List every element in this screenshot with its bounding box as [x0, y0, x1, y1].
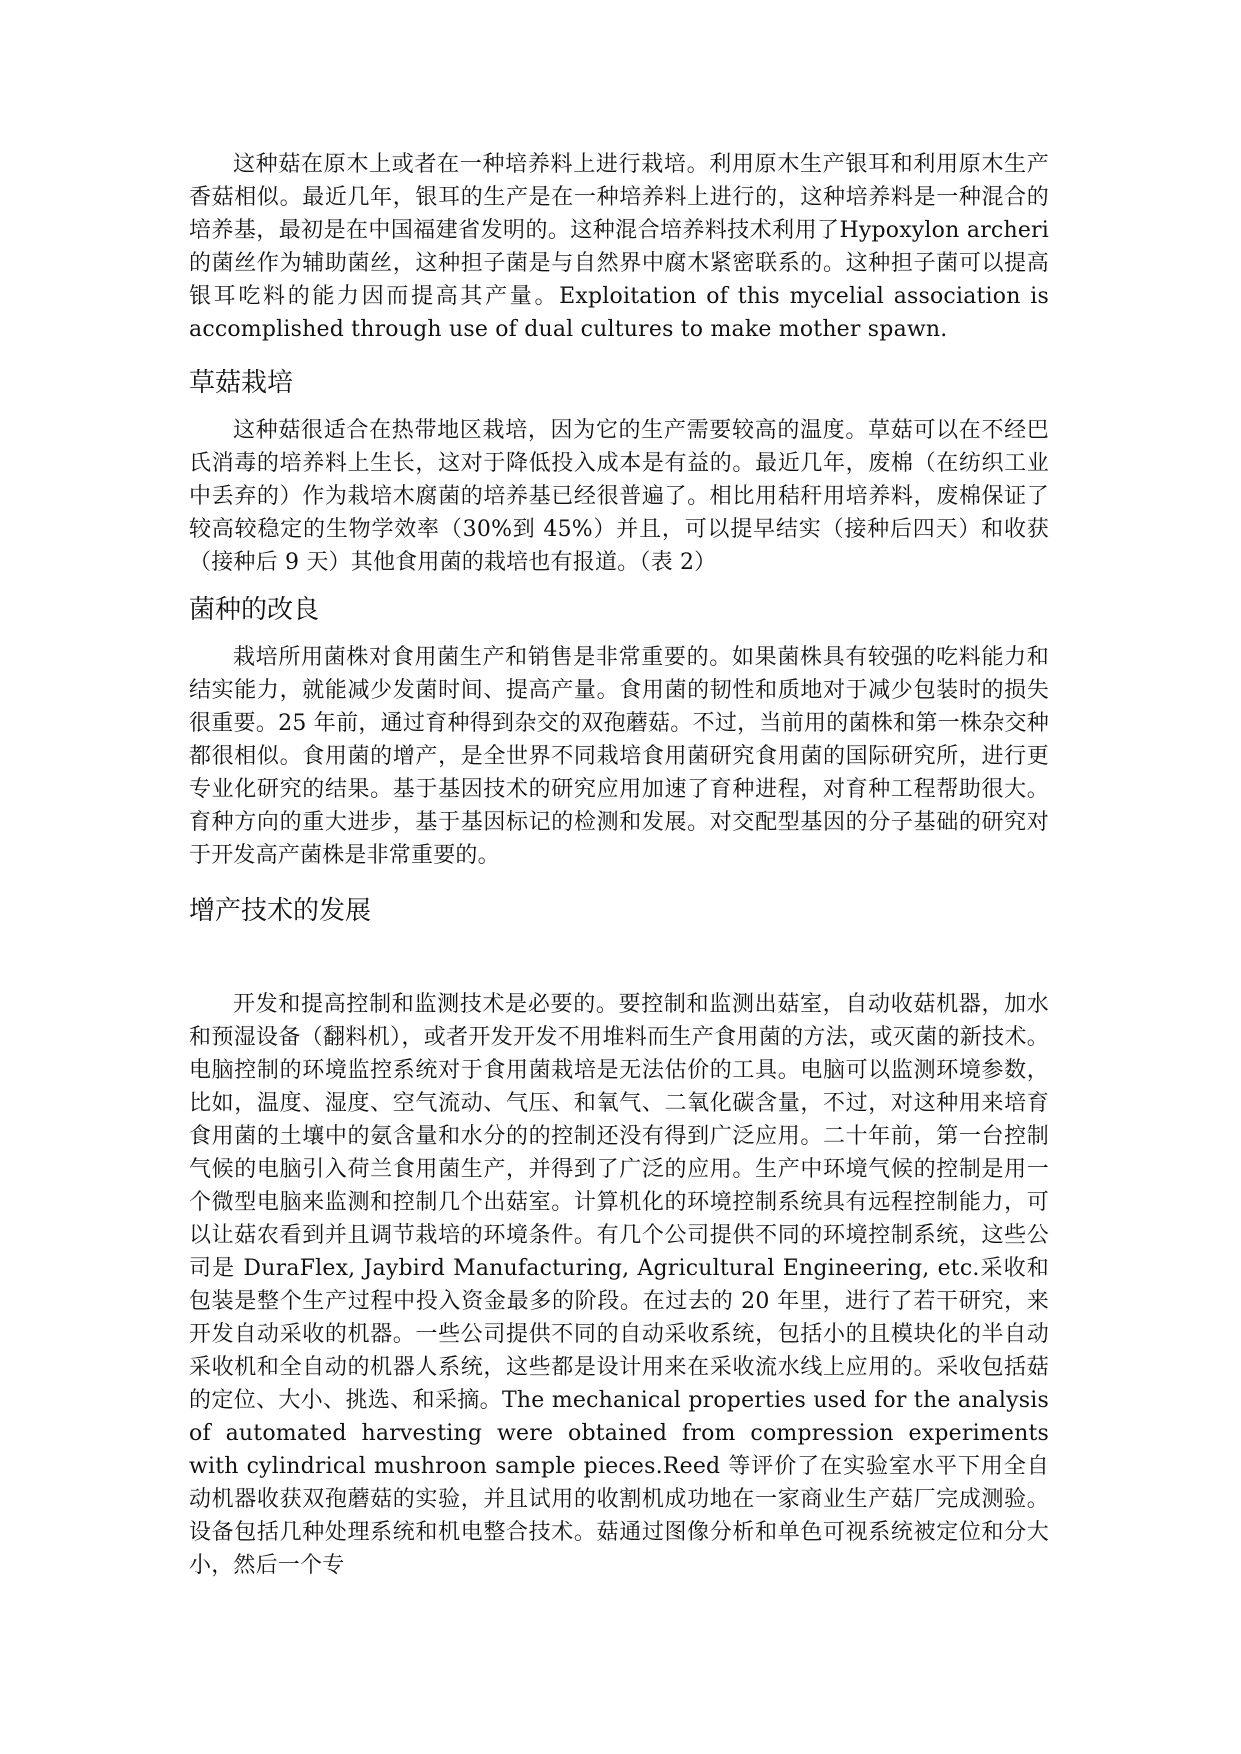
- section-heading-straw-mushroom: 草菇栽培: [189, 368, 294, 398]
- section-heading-strain-improvement: 菌种的改良: [189, 595, 320, 625]
- paragraph-straw-mushroom: 这种菇很适合在热带地区栽培，因为它的生产需要较高的温度。草菇可以在不经巴氏消毒的培养料上生长，这对于降低投入成本是有益的。最近几年，废棉（在纺织工业中丢弃的）作为栽培木腐菌的培养基已经很普遍了。相比用秸秆用培养料，废棉保证了较高较稳定的生物学效率（30%到 45%）并且，可以提早结实（接种后四天）和收获（接种后 9 天）其他食用菌的栽培也有报道。（表 2）: [189, 418, 1049, 575]
- paragraph-intro: 这种菇在原木上或者在一种培养料上进行栽培。利用原木生产银耳和利用原木生产香菇相似。最近几年，银耳的生产是在一种培养料上进行的，这种培养料是一种混合的培养基，最初是在中国福建省发明的。这种混合培养料技术利用了Hypoxylon archeri 的菌丝作为辅助菌丝，这种担子菌是与自然界中腐木紧密联系的。这种担子菌可以提高银耳吃料的能力因而提高其产量。Exploitation of this mycelial association is accomplished through use of dual cultures to make mother spawn.: [189, 152, 1049, 342]
- paragraph-yield-technology: 开发和提高控制和监测技术是必要的。要控制和监测出菇室，自动收菇机器，加水和预湿设备（翻料机），或者开发开发不用堆料而生产食用菌的方法，或灭菌的新技术。电脑控制的环境监控系统对于食用菌栽培是无法估价的工具。电脑可以监测环境参数，比如，温度、湿度、空气流动、气压、和氧气、二氧化碳含量，不过，对这种用来培育食用菌的土壤中的氨含量和水分的的控制还没有得到广泛应用。二十年前，第一台控制气候的电脑引入荷兰食用菌生产，并得到了广泛的应用。生产中环境气候的控制是用一个微型电脑来监测和控制几个出菇室。计算机化的环境控制系统具有远程控制能力，可以让菇农看到并且调节栽培的环境条件。有几个公司提供不同的环境控制系统，这些公司是 DuraFlex, Jaybird Manufacturing, Agricultural Engineering, etc.采收和包装是整个生产过程中投入资金最多的阶段。在过去的 20 年里，进行了若干研究，来开发自动采收的机器。一些公司提供不同的自动采收系统，包括小的且模块化的半自动采收机和全自动的机器人系统，这些都是设计用来在采收流水线上应用的。采收包括菇的定位、大小、挑选、和采摘。The mechanical properties used for the analysis of automated harvesting were obtained from compression experiments with cylindrical mushroon sample pieces.Reed 等评价了在实验室水平下用全自动机器收获双孢蘑菇的实验，并且试用的收割机成功地在一家商业生产菇厂完成测验。设备包括几种处理系统和机电整合技术。菇通过图像分析和单色可视系统被定位和分大小，然后一个专: [189, 992, 1049, 1578]
- document-body: [189, 148, 1049, 1582]
- section-heading-yield-technology: 增产技术的发展: [189, 896, 372, 926]
- paragraph-strain-improvement: 栽培所用菌株对食用菌生产和销售是非常重要的。如果菌株具有较强的吃料能力和结实能力，就能减少发菌时间、提高产量。食用菌的韧性和质地对于减少包装时的损失很重要。25 年前，通过育种得到杂交的双孢蘑菇。不过，当前用的菌株和第一株杂交种都很相似。食用菌的增产，是全世界不同栽培食用菌研究食用菌的国际研究所，进行更专业化研究的结果。基于基因技术的研究应用加速了育种进程，对育种工程帮助很大。育种方向的重大进步，基于基因标记的检测和发展。对交配型基因的分子基础的研究对于开发高产菌株是非常重要的。: [189, 645, 1049, 868]
